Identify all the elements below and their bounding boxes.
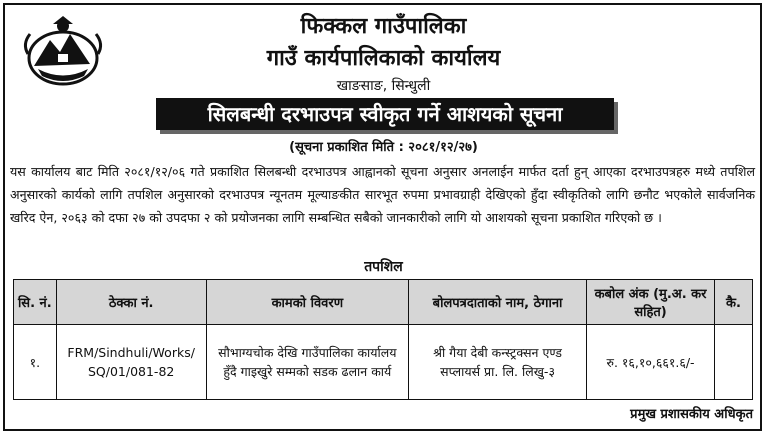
col-header-remarks: कै. [714, 280, 752, 325]
col-header-work-desc: कामको विवरण [206, 280, 408, 325]
notice-body: यस कार्यालय बाट मिति २०८१/१२/०६ गते प्रकाशित सिलबन्धी दरभाउपत्र आह्वानको सूचना अनुसार अनलाईन मार्फत दर्ता हुन् आएका दरभाउपत्रहरु मध्ये तपशिल अनुसारको कार्यको लागि तपशिल अनुसारको दरभाउपत्र न्यूनतम मूल्याङकीत सारभूत रुपमा प्रभावग्राही देखिएको हुँदा स्वीकृतिको लागि छनौट भएकोले सार्वजनिक खरिद ऐन, २०६३ को दफा २७ को उपदफा २ को प्रयोजनका लागि सम्बन्धित सबैको जानकारीको लागि यो आशयको सूचना प्रकाशित गरिएको छ । [10, 164, 755, 225]
col-header-contract-no: ठेक्का नं. [56, 280, 206, 325]
notice-title: सिलबन्धी दरभाउपत्र स्वीकृत गर्ने आशयको सूचना [156, 98, 614, 130]
org-name-line1: फिक्कल गाउँपालिका [300, 14, 467, 39]
published-date: (सूचना प्रकाशित मिति : २०८१/१२/२७) [289, 140, 478, 155]
table-header-row [14, 280, 753, 325]
col-header-bidder: बोलपत्रदाताको नाम, ठेगाना [409, 280, 587, 325]
cell-remarks [714, 325, 752, 400]
award-table [13, 279, 753, 400]
schedule-heading: तपशिल [364, 259, 403, 275]
col-header-sn: सि. नं. [14, 280, 57, 325]
cell-bid-amount: रु. १६,१०,६६१.६/- [587, 325, 715, 400]
cell-work-desc: सौभाग्यचोक देखि गाउँपालिका कार्यालय हुँदै गाइखुरे सम्मको सडक ढलान कार्य [206, 325, 408, 400]
org-address: खाङसाङ, सिन्धुली [336, 78, 431, 94]
org-name-line2: गाउँ कार्यपालिकाको कार्यालय [266, 46, 501, 71]
col-header-bid-amount: कबोल अंक (मु.अ. कर सहित) [587, 280, 715, 325]
cell-sn: १. [14, 325, 57, 400]
signatory-title: प्रमुख प्रशासकीय अधिकृत [630, 407, 753, 422]
table-row [14, 325, 753, 400]
cell-contract-no: FRM/Sindhuli/Works/ SQ/01/081-82 [56, 325, 206, 400]
cell-bidder: श्री गैया देबी कन्स्ट्रक्सन एण्ड सप्लायर्स प्रा. लि. लिखु-३ [409, 325, 587, 400]
